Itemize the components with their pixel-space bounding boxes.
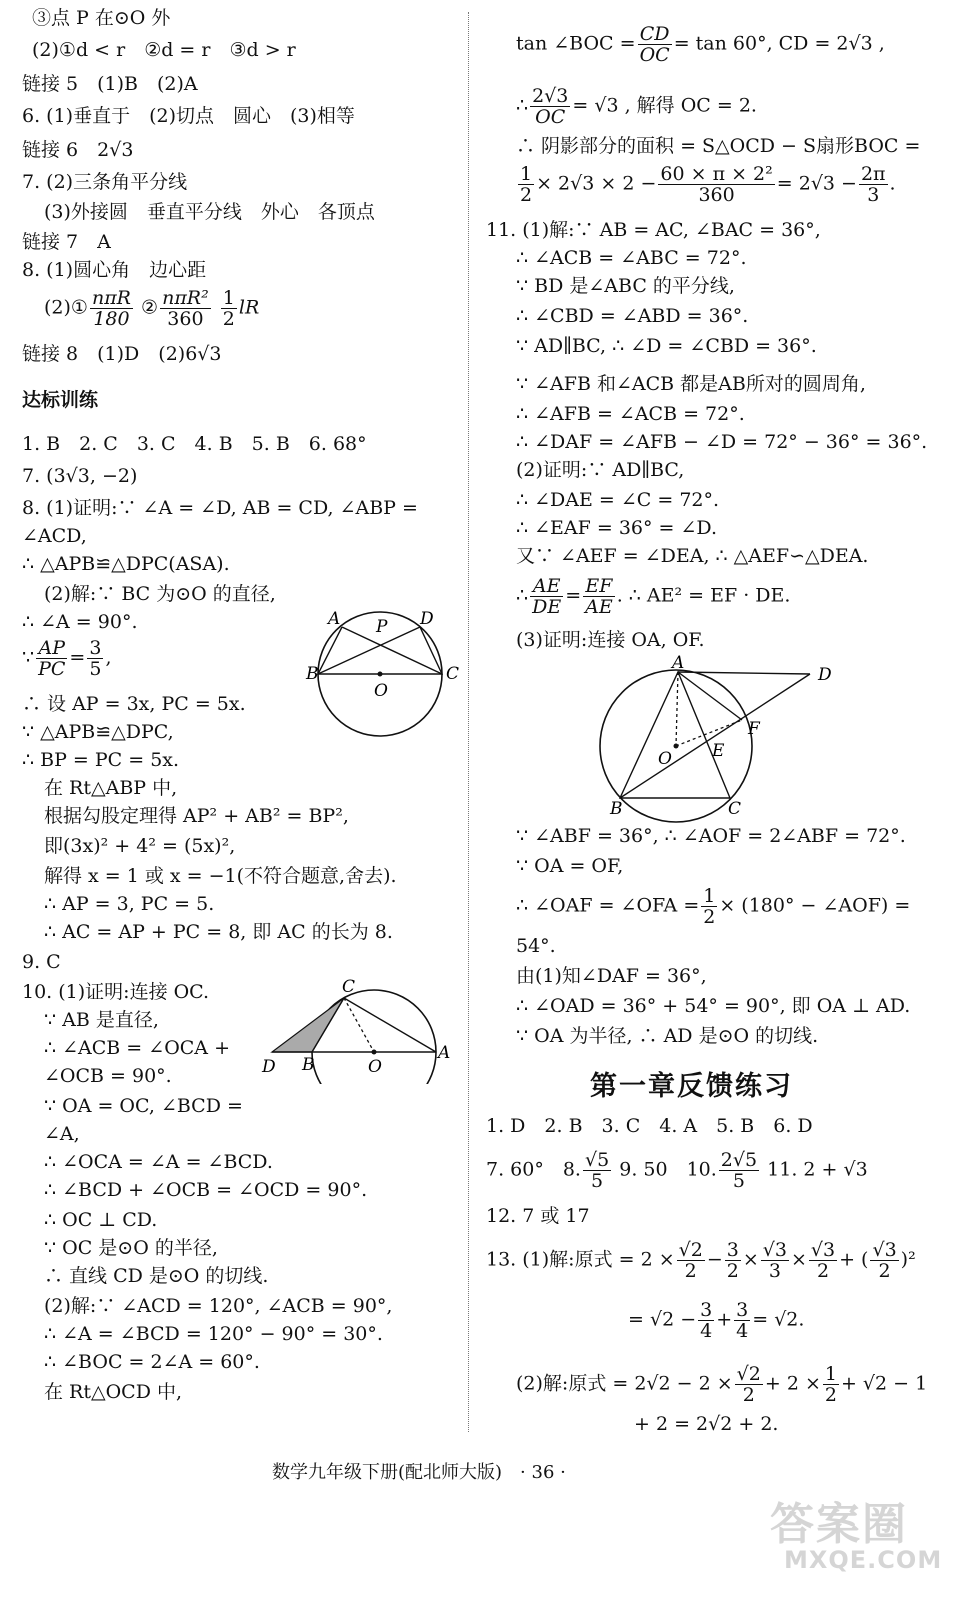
formula-line: ∴ $\frac{AE}{DE}$ = $\frac{EF}{AE}$ . ∴ AE² = EF · DE.: [516, 575, 791, 618]
fraction: $\frac{EF}{AE}$: [585, 575, 613, 618]
text-line: 10. (1)证明:连接 OC.: [22, 981, 210, 1003]
text-line: 链接 6 2√3: [22, 139, 134, 161]
text-line: ∴ 设 AP = 3x, PC = 5x.: [22, 693, 246, 715]
fraction: $\frac{CD}{OC}$: [639, 23, 670, 66]
text-line: 链接 5 (1)B (2)A: [22, 73, 198, 95]
text-line: 1. D 2. B 3. C 4. A 5. B 6. D: [486, 1115, 813, 1137]
watermark-text: 答案圈: [770, 1499, 908, 1550]
formula-line: 7. 60° 8. $\frac{√5}{5}$ 9. 50 10. $\frac{2√5}{5}$ 11. 2 + √3: [486, 1149, 868, 1192]
label-c: C: [728, 799, 742, 819]
fraction: $\frac{1}{2}$: [703, 885, 716, 928]
formula-line: ∴ ∠OAF = ∠OFA = $\frac{1}{2}$ × (180° − ∠AOF) =: [516, 885, 911, 928]
text-line: 54°.: [516, 935, 556, 957]
label-c: C: [446, 664, 460, 684]
text-line: 在 Rt△OCD 中,: [44, 1381, 183, 1403]
text-line: 9. C: [22, 951, 61, 973]
segment-of: [676, 720, 742, 746]
text-line: (2)解:∵ ∠ACD = 120°, ∠ACB = 90°,: [44, 1295, 393, 1317]
fraction: $\frac{1}{2}$: [824, 1363, 837, 1406]
text-line: ∴ 直线 CD 是⊙O 的切线.: [44, 1265, 269, 1287]
formula-line: 13. (1)解:原式 = 2 × $\frac{√2}{2}$ − $\frac{3}{2}$ × $\frac{√3}{3}$ × $\frac{√3}{2}$ + ( $\frac{√3}{2}$ )²: [486, 1239, 916, 1282]
text-line: 7. (2)三条角平分线: [22, 171, 188, 193]
text-line: (2)证明:∵ AD∥BC,: [516, 459, 685, 481]
segment-ca: [344, 998, 436, 1052]
segment-oa: [676, 672, 678, 746]
center-point: [378, 672, 383, 677]
label-o: O: [374, 681, 388, 701]
formula-line: ∴ $\frac{2√3}{OC}$ = √3 , 解得 OC = 2.: [516, 85, 757, 128]
label-b: B: [302, 1055, 315, 1075]
text-line: 8. (1)证明:∵ ∠A = ∠D, AB = CD, ∠ABP =: [22, 497, 418, 519]
label-e: E: [712, 741, 725, 761]
fraction: $\frac{2√5}{5}$: [720, 1149, 758, 1192]
text-line: ∴ ∠AFB = ∠ACB = 72°.: [516, 403, 745, 425]
text-line: ∴ ∠ACB = ∠ABC = 72°.: [516, 247, 747, 269]
shaded-region: [272, 998, 344, 1052]
text-line: ∴ ∠EAF = 36° = ∠D.: [516, 517, 718, 539]
text-line: ∵ OA = OC, ∠BCD =: [44, 1095, 243, 1117]
fraction: $\frac{AP}{PC}$: [38, 637, 66, 680]
text-line: (3)证明:连接 OA, OF.: [516, 629, 705, 651]
text-line: (3)外接圆 垂直平分线 外心 各顶点: [44, 201, 375, 223]
section-heading: 达标训练: [22, 389, 99, 411]
watermark: [770, 1488, 950, 1593]
text-line: ∴ BP = PC = 5x.: [22, 749, 180, 771]
text-line: 12. 7 或 17: [486, 1205, 590, 1227]
text-line: 由(1)知∠DAF = 36°,: [516, 965, 707, 987]
figure-problem-10: [258, 974, 458, 1084]
text-line: + 2 = 2√2 + 2.: [634, 1413, 779, 1435]
label-d: D: [818, 665, 832, 685]
center-point: [674, 744, 679, 749]
fraction: nπR 180: [91, 287, 131, 330]
text-line: ∵ OC 是⊙O 的半径,: [44, 1237, 218, 1259]
fraction: $\frac{2\pi}{3}$: [860, 163, 886, 206]
figure-problem-8: [300, 604, 470, 764]
text-line: ∠ACD,: [22, 525, 87, 547]
label-o: O: [658, 749, 672, 769]
text-line: ∵ BD 是∠ABC 的平分线,: [516, 275, 735, 297]
fraction: $\frac{√3}{3}$: [762, 1239, 787, 1282]
label-b: B: [306, 664, 319, 684]
text-line: 链接 8 (1)D (2)6√3: [22, 343, 222, 365]
label-o: O: [368, 1057, 382, 1077]
label-f: F: [748, 719, 760, 739]
text-line: (2)解:∵ BC 为⊙O 的直径,: [44, 583, 276, 605]
fraction: $\frac{AE}{DE}$: [532, 575, 562, 618]
fraction: $\frac{2√3}{OC}$: [532, 85, 569, 128]
formula-line: (2)① nπR 180 ② nπR² 360 $\frac{1}{2}$ lR: [44, 287, 260, 330]
text-line: 链接 7 A: [22, 231, 111, 253]
text-line: ∴ ∠CBD = ∠ABD = 36°.: [516, 305, 749, 327]
fraction: nπR² 360: [162, 287, 209, 330]
fraction: $\frac{1}{2}$: [520, 163, 533, 206]
text-line: ∵ ∠AFB 和∠ACB 都是AB所对的圆周角,: [516, 373, 866, 395]
text-line: 7. (3√3, −2): [22, 465, 138, 487]
text-line: ∴ ∠BCD + ∠OCB = ∠OCD = 90°.: [44, 1179, 368, 1201]
fraction: $\frac{√2}{2}$: [678, 1239, 703, 1282]
text-line: 11. (1)解:∵ AB = AC, ∠BAC = 36°,: [486, 219, 821, 241]
text-line: ∵ AD∥BC, ∴ ∠D = ∠CBD = 36°.: [516, 335, 817, 357]
text-line: ∴ ∠BOC = 2∠A = 60°.: [44, 1351, 260, 1373]
formula-line: (2)解:原式 = 2√2 − 2 × $\frac{√2}{2}$ + 2 × $\frac{1}{2}$ + √2 − 1: [516, 1363, 928, 1406]
text-line: ∠A,: [44, 1123, 80, 1145]
fraction: $\frac{3}{4}$: [700, 1299, 713, 1342]
text-line: ∵ OA 为半径, ∴ AD 是⊙O 的切线.: [516, 1025, 819, 1047]
text-line: ∴ AP = 3, PC = 5.: [44, 893, 215, 915]
text-line: ∵ △APB≌△DPC,: [22, 721, 174, 743]
fraction: $\frac{3}{4}$: [736, 1299, 749, 1342]
figure-problem-11: [596, 652, 846, 824]
text-line: ∴ △APB≌△DPC(ASA).: [22, 553, 230, 575]
fraction: $\frac{√3}{2}$: [872, 1239, 897, 1282]
text-line: ∴ ∠A = ∠BCD = 120° − 90° = 30°.: [44, 1323, 383, 1345]
text-line: ③点 P 在⊙O 外: [32, 7, 171, 29]
center-point: [372, 1050, 377, 1055]
text-line: (2)①d < r ②d = r ③d > r: [32, 39, 296, 61]
fraction: $\frac{3}{5}$: [89, 637, 102, 680]
text-line: 解得 x = 1 或 x = −1(不符合题意,舍去).: [44, 865, 397, 887]
text-line: ∵ ∠ABF = 36°, ∴ ∠AOF = 2∠ABF = 72°.: [516, 825, 906, 847]
formula-line: ∵ $\frac{AP}{PC}$ = $\frac{3}{5}$ ,: [22, 637, 112, 680]
text-line: 即(3x)² + 4² = (5x)²,: [44, 835, 236, 857]
text-line: 8. (1)圆心角 边心距: [22, 259, 207, 281]
text-line: ∠OCB = 90°.: [44, 1065, 172, 1087]
fraction: $\frac{1}{2}$: [222, 287, 235, 330]
chapter-title: 第一章反馈练习: [590, 1071, 793, 1102]
text-line: ∴ ∠DAE = ∠C = 72°.: [516, 489, 720, 511]
text-line: ∴ 阴影部分的面积 = S△OCD − S扇形BOC =: [516, 135, 921, 157]
text-line: 在 Rt△ABP 中,: [44, 777, 178, 799]
label-a: A: [438, 1043, 451, 1063]
watermark-url: MXQE.COM: [784, 1546, 943, 1574]
fraction: $\frac{√5}{5}$: [584, 1149, 610, 1192]
text-line: ∴ ∠DAF = ∠AFB − ∠D = 72° − 36° = 36°.: [516, 431, 928, 453]
formula-line: tan ∠BOC = $\frac{CD}{OC}$ = tan 60°, CD = 2√3 ,: [516, 23, 885, 66]
text-line: ∴ OC ⊥ CD.: [44, 1209, 158, 1231]
text-line: ∴ ∠ACB = ∠OCA +: [44, 1037, 230, 1059]
text-line: 又∵ ∠AEF = ∠DEA, ∴ △AEF∽△DEA.: [516, 545, 869, 567]
text-line: 6. (1)垂直于 (2)切点 圆心 (3)相等: [22, 105, 355, 127]
label-a: A: [672, 653, 685, 673]
text-line: ∴ ∠OCA = ∠A = ∠BCD.: [44, 1151, 273, 1173]
text-line: 根据勾股定理得 AP² + AB² = BP²,: [44, 805, 349, 827]
page-footer: 数学九年级下册(配北师大版) · 36 ·: [272, 1462, 566, 1483]
label-d: D: [262, 1057, 276, 1077]
label-p: P: [376, 617, 388, 637]
text-line: ∵ AB 是直径,: [44, 1009, 159, 1031]
formula-line: $\frac{1}{2}$ × 2√3 × 2 − $\frac{\text{60 × π × 2²}}{360}$ = 2√3 − $\frac{2\pi}{3}$ .: [520, 163, 896, 206]
label-a: A: [328, 609, 341, 629]
label-b: B: [610, 799, 623, 819]
triangle-abc: [620, 672, 730, 798]
text-line: ∴ AC = AP + PC = 8, 即 AC 的长为 8.: [44, 921, 393, 943]
formula-line: = √2 − $\frac{3}{4}$ + $\frac{3}{4}$ = √2.: [628, 1299, 805, 1342]
text-line: ∴ ∠A = 90°.: [22, 611, 138, 633]
fraction: $\frac{3}{2}$: [726, 1239, 739, 1282]
fraction: $\frac{√3}{2}$: [810, 1239, 836, 1282]
label-c: C: [342, 977, 356, 997]
text-line: 1. B 2. C 3. C 4. B 5. B 6. 68°: [22, 433, 367, 455]
text-line: ∴ ∠OAD = 36° + 54° = 90°, 即 OA ⊥ AD.: [516, 995, 911, 1017]
text-line: ∵ OA = OF,: [516, 855, 624, 877]
fraction: $\frac{\text{60 × π × 2²}}{360}$: [660, 163, 773, 206]
fraction: $\frac{√2}{2}$: [736, 1363, 761, 1406]
label-d: D: [420, 609, 434, 629]
